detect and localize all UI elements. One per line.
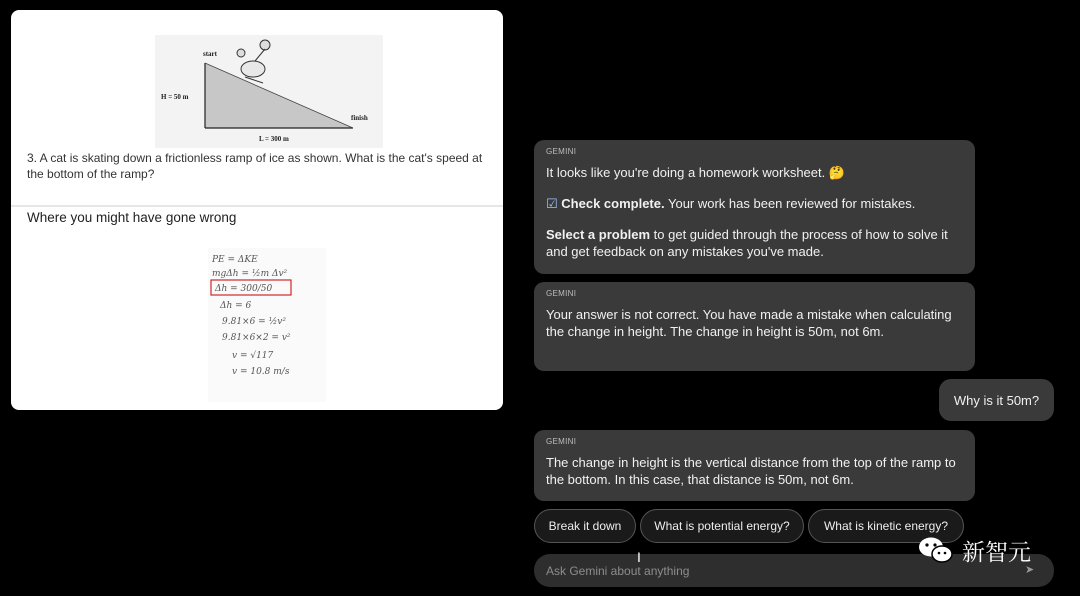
watermark-text: 新智元 <box>962 539 1031 566</box>
message-text: The change in height is the vertical distance from the top of the ramp to the bottom. In this case, that distance is 50m, not 6m. <box>546 455 956 487</box>
hw-line: v = 10.8 m/s <box>232 367 290 377</box>
start-label: start <box>203 50 217 58</box>
section-title: Where you might have gone wrong <box>27 210 237 225</box>
suggestion-chip-kinetic-energy[interactable]: What is kinetic energy? <box>808 509 964 543</box>
ask-gemini-input[interactable]: Ask Gemini about anything <box>534 554 1054 587</box>
hw-line: v = √117 <box>232 351 274 361</box>
hw-line: Δh = 6 <box>220 301 252 311</box>
sender-label: GEMINI <box>546 437 577 446</box>
gemini-message <box>534 430 975 501</box>
hw-line: 9.81×6×2 = v² <box>222 333 291 343</box>
check-complete-line: ☑ Check complete. Your work has been reviewed for mistakes. <box>546 196 916 211</box>
sender-label: GEMINI <box>546 289 577 298</box>
suggestion-chip-potential-energy[interactable]: What is potential energy? <box>640 509 804 543</box>
ramp-diagram <box>155 35 383 148</box>
gemini-message <box>534 282 975 371</box>
handwritten-work <box>208 248 326 402</box>
finish-label: finish <box>351 114 368 122</box>
wechat-icon <box>917 536 955 564</box>
message-text: Your answer is not correct. You have made a mistake when calculating the change in height. The change in height is 50m, not 6m. <box>546 307 952 339</box>
message-text: It looks like you're doing a homework worksheet. 🤔 <box>546 165 846 180</box>
length-label: L = 300 m <box>259 135 289 143</box>
hw-line: mgΔh = ½m Δv² <box>212 269 288 279</box>
section-divider <box>11 205 503 207</box>
suggestion-chip-break-it-down[interactable]: Break it down <box>534 509 636 543</box>
watermark <box>917 533 1031 567</box>
hw-line: Δh = 300/50 <box>215 284 273 294</box>
worksheet-card <box>11 10 503 410</box>
cat-illustration <box>237 40 270 83</box>
select-problem-line: Select a problem to get guided through the process of how to solve it and get feedback on any mistakes you've made. <box>546 227 948 259</box>
sender-label: GEMINI <box>546 147 577 156</box>
gemini-message <box>534 140 975 274</box>
height-label: H = 50 m <box>161 93 189 101</box>
hw-line: 9.81×6 = ½v² <box>222 317 286 327</box>
question-text[interactable]: 3. A cat is skating down a frictionless ramp of ice as shown. What is the cat's speed at the bottom of the ramp? <box>27 151 483 181</box>
hw-line: PE = ΔKE <box>212 255 258 265</box>
send-icon[interactable]: ➤ <box>1025 564 1035 576</box>
checkbox-icon: ☑ <box>546 196 558 211</box>
user-message: Why is it 50m? <box>939 379 1054 421</box>
text-cursor-icon: I <box>637 549 641 565</box>
